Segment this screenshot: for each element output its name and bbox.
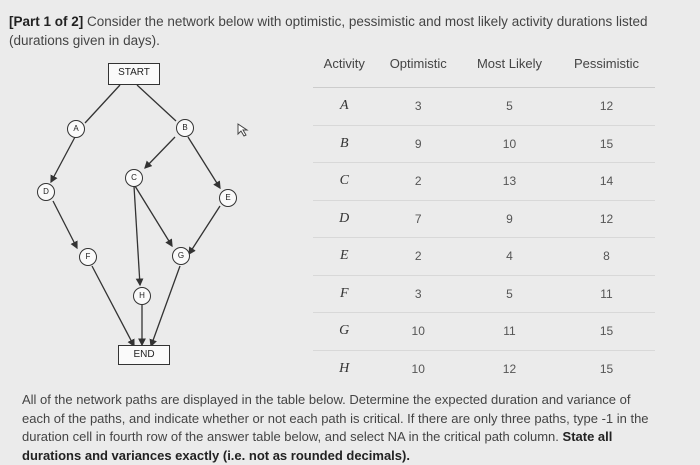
- pessimistic-cell: 11: [558, 275, 655, 313]
- table-row: [313, 275, 655, 313]
- header-optimistic: Optimistic: [389, 56, 447, 71]
- activity-cell: D: [313, 200, 375, 238]
- edge-g-end: [151, 266, 180, 346]
- most-likely-cell: 9: [461, 200, 558, 238]
- table-row: [313, 163, 655, 201]
- most-likely-cell: 11: [461, 313, 558, 351]
- most-likely-cell: 12: [461, 350, 558, 387]
- header-most-likely: Most Likely: [476, 56, 542, 71]
- pessimistic-cell: 15: [558, 350, 655, 387]
- question-body: Consider the network below with optimistic, pessimistic and most likely activity durations listed (durations given in days).: [9, 14, 648, 48]
- node-g: G: [172, 247, 190, 265]
- activity-cell: B: [313, 125, 375, 163]
- durations-table: [313, 50, 655, 387]
- node-d: D: [37, 183, 55, 201]
- activity-cell: C: [313, 163, 375, 201]
- header-activity: Activity: [323, 56, 365, 71]
- activity-cell: G: [313, 313, 375, 351]
- edge-f-end: [92, 266, 134, 346]
- edge-d-f: [53, 201, 77, 248]
- pessimistic-cell: 12: [558, 200, 655, 238]
- optimistic-cell: 9: [375, 125, 460, 163]
- optimistic-cell: 7: [375, 200, 460, 238]
- table-header-row: [313, 50, 655, 88]
- node-f: F: [79, 248, 97, 266]
- activity-cell: H: [313, 350, 375, 387]
- most-likely-cell: 5: [461, 88, 558, 126]
- node-b: B: [176, 119, 194, 137]
- start-node: START: [108, 63, 160, 85]
- end-node: END: [118, 345, 170, 365]
- activity-cell: E: [313, 238, 375, 276]
- edge-e-g: [189, 206, 220, 254]
- table-row: [313, 313, 655, 351]
- node-c: C: [125, 169, 143, 187]
- edge-start-b: [137, 85, 176, 121]
- instructions-emphasis: State all durations and variances exactly (i.e. not as rounded decimals).: [22, 429, 613, 463]
- edge-a-d: [51, 137, 75, 182]
- pessimistic-cell: 15: [558, 125, 655, 163]
- optimistic-cell: 3: [375, 275, 460, 313]
- most-likely-cell: 4: [461, 238, 558, 276]
- network-diagram: [30, 60, 260, 370]
- instructions-text: [22, 391, 662, 465]
- most-likely-cell: 5: [461, 275, 558, 313]
- instructions-body: All of the network paths are displayed in the table below. Determine the expected duration and variance of each of the paths, and indicate whether or not each path is critical. If there are only three paths, type -1 in the duration cell in fourth row of the answer table below, and select NA in the critical path column.: [22, 392, 649, 444]
- optimistic-cell: 10: [375, 350, 460, 387]
- node-h: H: [133, 287, 151, 305]
- part-label: [Part 1 of 2]: [9, 14, 84, 29]
- pessimistic-cell: 12: [558, 88, 655, 126]
- pessimistic-cell: 8: [558, 238, 655, 276]
- optimistic-cell: 10: [375, 313, 460, 351]
- optimistic-cell: 3: [375, 88, 460, 126]
- node-e: E: [219, 189, 237, 207]
- most-likely-cell: 13: [461, 163, 558, 201]
- edge-c-g: [135, 186, 172, 246]
- optimistic-cell: 2: [375, 238, 460, 276]
- edge-b-c: [145, 137, 175, 168]
- activity-cell: F: [313, 275, 375, 313]
- question-text: [9, 12, 669, 50]
- most-likely-cell: 10: [461, 125, 558, 163]
- edge-b-e: [188, 137, 220, 188]
- node-a: A: [67, 120, 85, 138]
- table-row: [313, 125, 655, 163]
- edge-start-a: [85, 85, 120, 123]
- table-row: [313, 88, 655, 126]
- activity-cell: A: [313, 88, 375, 126]
- header-pessimistic: Pessimistic: [573, 56, 639, 71]
- edge-c-h: [134, 186, 140, 285]
- table-row: [313, 200, 655, 238]
- table-row: [313, 350, 655, 387]
- mouse-pointer-icon: [237, 123, 249, 137]
- pessimistic-cell: 15: [558, 313, 655, 351]
- optimistic-cell: 2: [375, 163, 460, 201]
- pessimistic-cell: 14: [558, 163, 655, 201]
- network-edges: [30, 60, 260, 370]
- table-row: [313, 238, 655, 276]
